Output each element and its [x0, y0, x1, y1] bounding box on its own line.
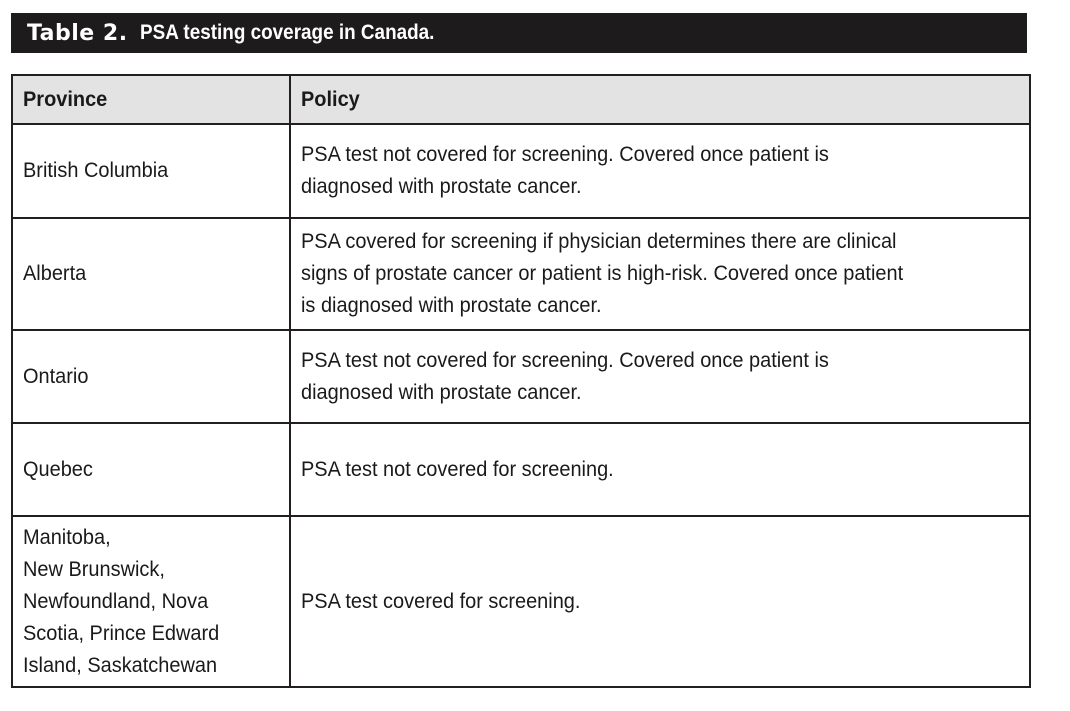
table-title: PSA testing coverage in Canada. — [139, 21, 435, 44]
province-cell: Alberta — [12, 218, 290, 330]
province-cell: Quebec — [12, 423, 290, 516]
table-row — [12, 124, 1030, 218]
table-caption-bar — [11, 13, 1027, 53]
column-header-province: Province — [12, 75, 290, 124]
psa-coverage-table — [11, 74, 1031, 688]
policy-cell: PSA test not covered for screening. Covered once patient is diagnosed with prostate cancer. — [290, 330, 1030, 423]
table-header-row — [12, 75, 1030, 124]
column-header-policy: Policy — [290, 75, 1030, 124]
policy-cell: PSA covered for screening if physician determines there are clinical signs of prostate cancer or patient is high-risk. Covered once patient is diagnosed with prostate cancer. — [290, 218, 1030, 330]
table-row — [12, 330, 1030, 423]
table-row — [12, 218, 1030, 330]
policy-cell: PSA test not covered for screening. Covered once patient is diagnosed with prostate cancer. — [290, 124, 1030, 218]
table-row — [12, 516, 1030, 687]
province-cell: British Columbia — [12, 124, 290, 218]
policy-cell: PSA test covered for screening. — [290, 516, 1030, 687]
province-cell: Ontario — [12, 330, 290, 423]
policy-cell: PSA test not covered for screening. — [290, 423, 1030, 516]
province-cell: Manitoba, New Brunswick, Newfoundland, Nova Scotia, Prince Edward Island, Saskatchewan — [12, 516, 290, 687]
table-number-label: Table 2. — [27, 20, 128, 46]
table-row — [12, 423, 1030, 516]
